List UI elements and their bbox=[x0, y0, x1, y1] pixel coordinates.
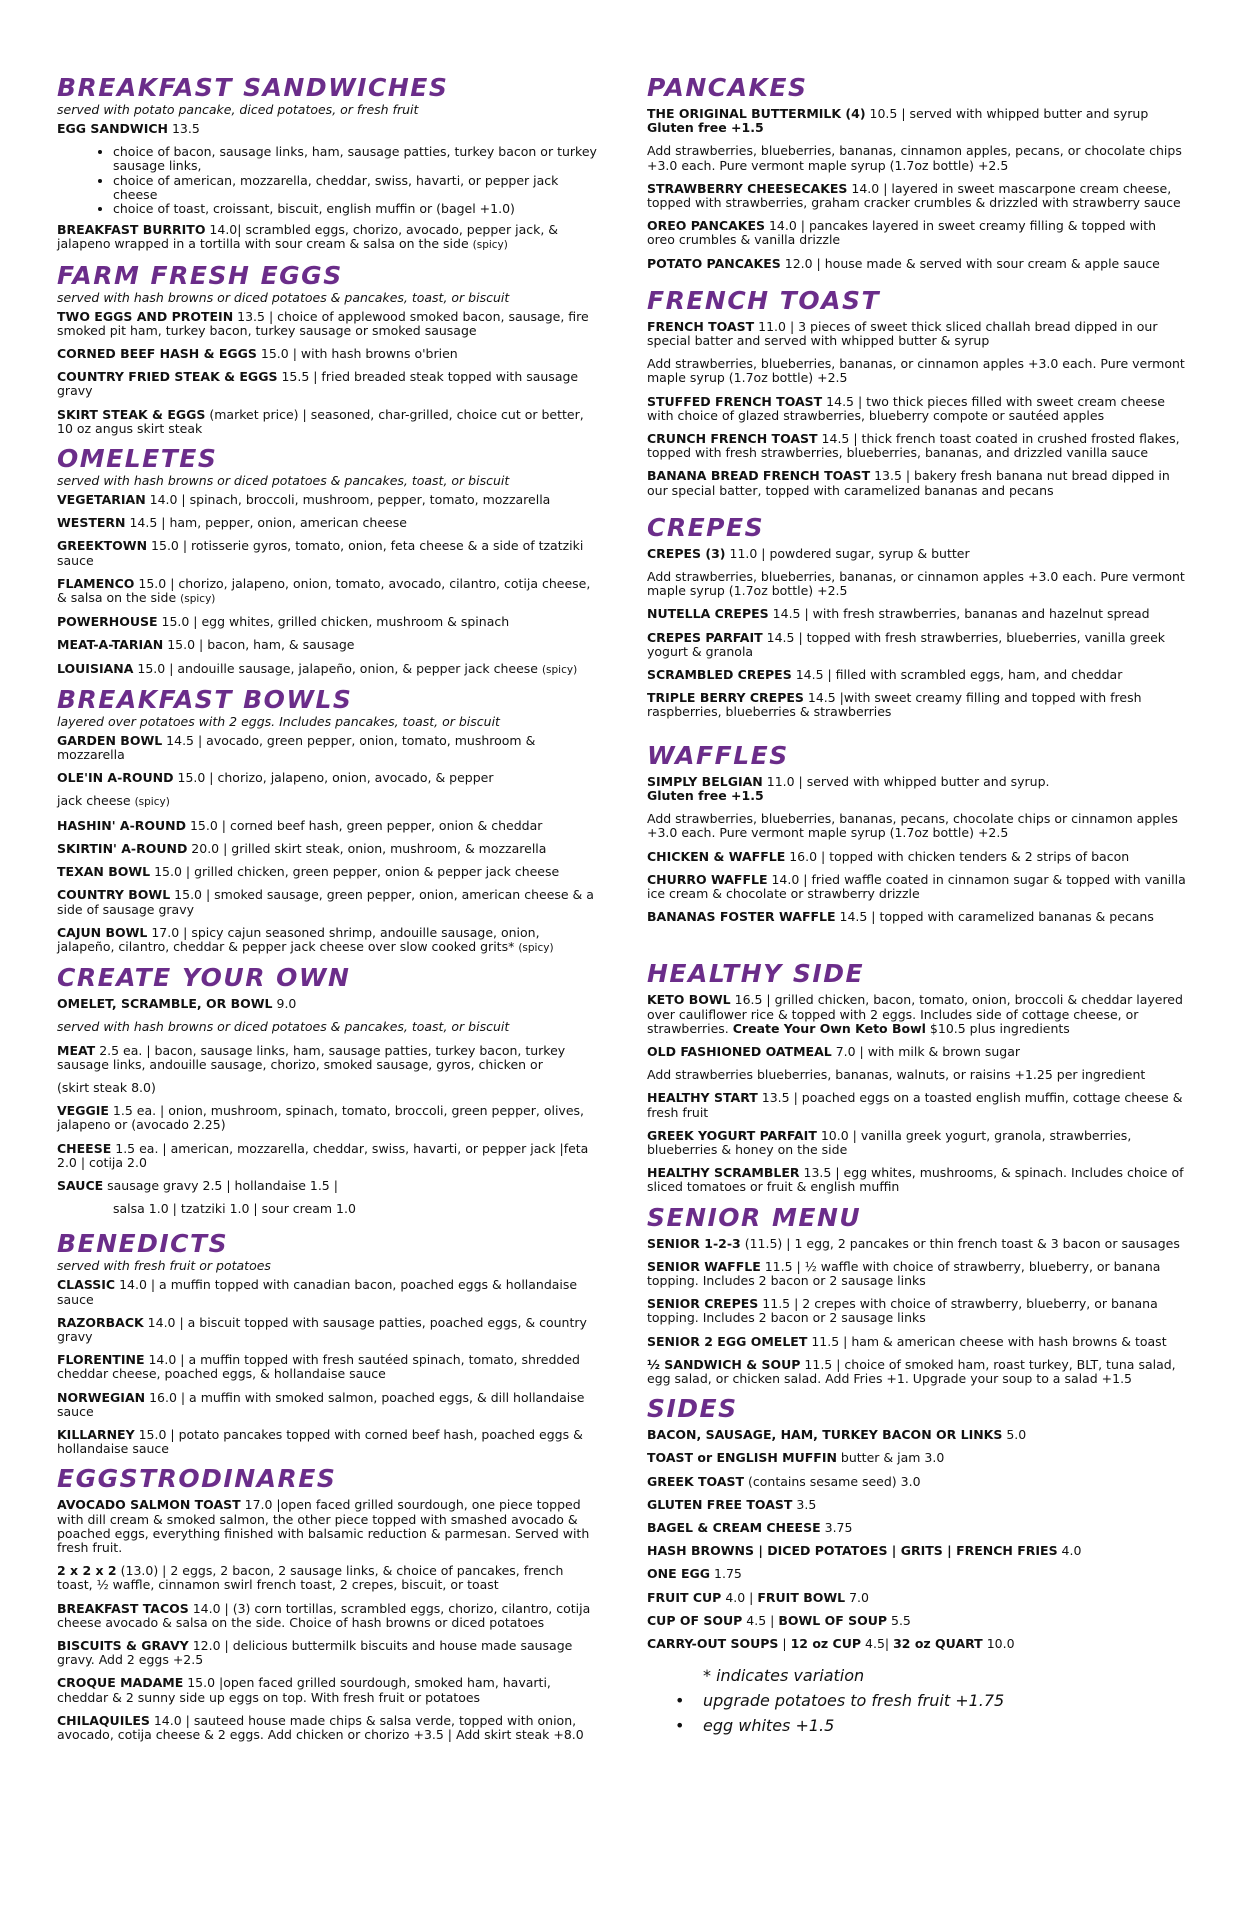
menu-item bbox=[57, 819, 597, 833]
item-name: COUNTRY BOWL bbox=[57, 887, 171, 903]
menu-item bbox=[647, 1567, 1187, 1581]
section-subtitle: served with potato pancake, diced potatoes, or fresh fruit bbox=[57, 102, 419, 117]
section-pancakes bbox=[647, 74, 1187, 271]
menu-item bbox=[57, 734, 597, 762]
item-name-2: FRUIT BOWL bbox=[757, 1589, 846, 1605]
item-desc: Add strawberries, blueberries, bananas, cinnamon apples, pecans, or chocolate chips +3.0 each. Pure vermont maple syrup (1.7oz bottle) +2.5 bbox=[647, 143, 1182, 173]
left-column bbox=[57, 74, 597, 1751]
section-sides bbox=[647, 1395, 1187, 1651]
item-desc: 5.0 bbox=[1002, 1427, 1027, 1443]
menu-item bbox=[57, 1142, 597, 1170]
item-desc: 11.0 | powdered sugar, syrup & butter bbox=[725, 545, 970, 561]
item-name: SIMPLY BELGIAN bbox=[647, 773, 763, 789]
option-list bbox=[57, 145, 597, 216]
spicy-tag: (spicy) bbox=[518, 941, 554, 954]
section-breakfast-sandwiches bbox=[57, 74, 597, 253]
item-name: CLASSIC bbox=[57, 1277, 116, 1293]
section-senior-menu bbox=[647, 1204, 1187, 1387]
right-column bbox=[647, 74, 1187, 1738]
menu-item bbox=[647, 1637, 1187, 1651]
item-name-2: BOWL OF SOUP bbox=[778, 1612, 888, 1628]
item-name: CARRY-OUT SOUPS bbox=[647, 1636, 779, 1651]
item-desc: 4.0 bbox=[1057, 1543, 1082, 1559]
item-desc: 13.5 | poached eggs on a toasted english muffin, cottage cheese & fresh fruit bbox=[647, 1090, 1183, 1120]
menu-item bbox=[647, 432, 1187, 460]
item-name: OLD FASHIONED OATMEAL bbox=[647, 1043, 832, 1059]
section-eggstrodinares bbox=[57, 1465, 597, 1742]
section-crepes bbox=[647, 514, 1187, 720]
item-desc: 10.0 | vanilla greek yogurt, granola, strawberries, blueberries & honey on the side bbox=[647, 1127, 1132, 1157]
item-desc-3: 10.0 bbox=[982, 1636, 1015, 1651]
item-name: 2 x 2 x 2 bbox=[57, 1563, 117, 1579]
item-desc-2: $10.5 plus ingredients bbox=[925, 1020, 1070, 1036]
menu-item bbox=[57, 888, 597, 916]
item-desc: 4.5 | bbox=[742, 1612, 779, 1628]
item-desc: 15.0 | chorizo, jalapeno, onion, avocado, & pepper bbox=[173, 770, 494, 786]
item-name: SENIOR WAFFLE bbox=[647, 1258, 761, 1274]
item-desc: 14.0 | a biscuit topped with sausage patties, poached eggs, & country gravy bbox=[57, 1314, 587, 1344]
item-desc: 14.5 | two thick pieces filled with sweet cream cheese with choice of glazed strawberries, blueberry compote or sautéed apples bbox=[647, 393, 1165, 423]
menu-item bbox=[647, 357, 1187, 385]
item-desc: (contains sesame seed) 3.0 bbox=[744, 1473, 921, 1489]
item-name: CREPES (3) bbox=[647, 545, 726, 561]
item-desc: 1.5 ea. | onion, mushroom, spinach, tomato, broccoli, green pepper, olives, jalapeno or (avocado 2.25) bbox=[57, 1103, 584, 1133]
menu-item bbox=[647, 775, 1187, 803]
menu-item bbox=[647, 257, 1187, 271]
item-desc-2: 4.5| bbox=[861, 1636, 894, 1651]
item-name: COUNTRY FRIED STEAK & EGGS bbox=[57, 369, 278, 385]
item-desc: Add strawberries blueberries, bananas, walnuts, or raisins +1.25 per ingredient bbox=[647, 1067, 1146, 1083]
menu-item bbox=[57, 1498, 597, 1555]
item-name: NORWEGIAN bbox=[57, 1389, 146, 1405]
menu-item bbox=[57, 1353, 597, 1381]
item-name: WESTERN bbox=[57, 515, 126, 531]
item-name: POTATO PANCAKES bbox=[647, 255, 781, 271]
menu-item bbox=[57, 1044, 597, 1072]
item-desc: 13.5 | bakery fresh banana nut bread dipped in our special batter, topped with caramelized bananas and pecans bbox=[647, 468, 1170, 498]
section-title: SIDES bbox=[647, 1394, 738, 1424]
item-desc: 15.0 | corned beef hash, green pepper, onion & cheddar bbox=[186, 817, 543, 833]
menu-item bbox=[647, 1521, 1187, 1535]
option-item: • choice of american, mozzarella, cheddar, swiss, havarti, or pepper jack cheese bbox=[113, 174, 597, 202]
item-desc: Add strawberries, blueberries, bananas, pecans, chocolate chips or cinnamon apples +3.0 each. Pure vermont maple syrup (1.7oz bottle) +2.5 bbox=[647, 811, 1178, 841]
menu-item bbox=[57, 539, 597, 567]
menu-item bbox=[647, 1166, 1187, 1194]
menu-item bbox=[647, 1475, 1187, 1489]
item-name: TEXAN BOWL bbox=[57, 864, 151, 880]
menu-item bbox=[647, 993, 1187, 1036]
menu-item bbox=[57, 865, 597, 879]
item-desc: butter & jam 3.0 bbox=[836, 1450, 945, 1466]
item-desc: jack cheese bbox=[57, 793, 135, 809]
item-name: LOUISIANA bbox=[57, 660, 134, 676]
item-name: OLE'IN A-ROUND bbox=[57, 770, 174, 786]
item-desc: 15.0 | chorizo, jalapeno, onion, tomato, avocado, cilantro, cotija cheese, & salsa on the side bbox=[57, 575, 591, 606]
item-name: TRIPLE BERRY CREPES bbox=[647, 690, 804, 706]
item-desc: 15.0 | egg whites, grilled chicken, mushroom & spinach bbox=[157, 614, 510, 630]
menu-item bbox=[647, 1428, 1187, 1442]
item-name: GREEK TOAST bbox=[647, 1473, 745, 1489]
menu-item bbox=[647, 395, 1187, 423]
spicy-tag: (spicy) bbox=[134, 796, 170, 809]
section-title: BENEDICTS bbox=[57, 1229, 229, 1259]
item-desc: 15.0 | smoked sausage, green pepper, onion, american cheese & a side of sausage gravy bbox=[57, 887, 594, 917]
item-name: CROQUE MADAME bbox=[57, 1675, 184, 1691]
item-desc: 14.5 | with fresh strawberries, bananas and hazelnut spread bbox=[768, 606, 1150, 622]
item-desc: 14.0 | (3) corn tortillas, scrambled eggs, chorizo, cilantro, cotija cheese avocado & salsa on the side. Choice of hash browns or diced potatoes bbox=[57, 1600, 591, 1630]
item-name: STRAWBERRY CHEESECAKES bbox=[647, 180, 848, 196]
item-name: RAZORBACK bbox=[57, 1314, 144, 1330]
item-desc: 15.0 | grilled chicken, green pepper, onion & pepper jack cheese bbox=[150, 864, 560, 880]
menu-item bbox=[57, 577, 597, 606]
menu-item bbox=[57, 771, 597, 785]
item-desc: 14.0 | sauteed house made chips & salsa verde, topped with onion, avocado, cotija cheese & 2 eggs. Add chicken or chorizo +3.5 | Add skirt steak +8.0 bbox=[57, 1712, 584, 1743]
section-farm-fresh-eggs bbox=[57, 262, 597, 436]
item-name: CREPES PARFAIT bbox=[647, 629, 763, 645]
menu-item bbox=[57, 370, 597, 398]
item-desc: 14.0 | fried waffle coated in cinnamon sugar & topped with vanilla ice cream & chocolate or strawberry drizzle bbox=[647, 871, 1186, 901]
item-desc: 17.0 | spicy cajun seasoned shrimp, andouille sausage, onion, jalapeño, cilantro, cheddar & pepper jack cheese over slow cooked grits* bbox=[57, 924, 540, 954]
menu-item bbox=[57, 122, 597, 136]
item-name: CORNED BEEF HASH & EGGS bbox=[57, 346, 257, 362]
item-name: GARDEN BOWL bbox=[57, 732, 163, 748]
item-desc: 14.5 |with sweet creamy filling and topped with fresh raspberries, blueberries & strawberries bbox=[647, 690, 1142, 720]
menu-item bbox=[57, 1081, 597, 1095]
footnote: * indicates variation bbox=[703, 1666, 865, 1686]
item-name: NUTELLA CREPES bbox=[647, 606, 769, 622]
item-desc: 3.5 bbox=[792, 1496, 817, 1512]
section-subtitle: served with hash browns or diced potatoes & pancakes, toast, or biscuit bbox=[57, 289, 510, 305]
item-desc: 10.5 | served with whipped butter and syrup bbox=[865, 106, 1149, 121]
item-desc: (11.5) | 1 egg, 2 pancakes or thin french toast & 3 bacon or sausages bbox=[740, 1235, 1180, 1251]
menu-item bbox=[57, 1202, 597, 1216]
item-desc: 12.0 | house made & served with sour cream & apple sauce bbox=[780, 255, 1160, 271]
section-create-your-own bbox=[57, 964, 597, 1216]
item-desc: 17.0 |open faced grilled sourdough, one piece topped with dill cream & smoked salmon, the other piece topped with smashed avocado & poached eggs, everything finished with balsamic reduction & parmesan. Served with fresh fruit. bbox=[57, 1497, 590, 1555]
item-desc: (skirt steak 8.0) bbox=[57, 1079, 156, 1095]
item-desc: 14.5 | topped with fresh strawberries, blueberries, vanilla greek yogurt & granola bbox=[647, 629, 1166, 659]
item-desc: Add strawberries, blueberries, bananas, or cinnamon apples +3.0 each. Pure vermont maple syrup (1.7oz bottle) +2.5 bbox=[647, 356, 1185, 386]
section-title: OMELETES bbox=[57, 444, 218, 474]
item-desc: 14.0 | spinach, broccoli, mushroom, pepper, tomato, mozzarella bbox=[145, 492, 551, 508]
spicy-tag: (spicy) bbox=[472, 239, 508, 252]
menu-item bbox=[57, 662, 597, 677]
item-desc: 15.0 |open faced grilled sourdough, smoked ham, havarti, cheddar & 2 sunny side up eggs on top. With fresh fruit or potatoes bbox=[57, 1675, 551, 1705]
footnote: • upgrade potatoes to fresh fruit +1.75 bbox=[675, 1688, 1187, 1713]
item-name: SKIRTIN' A-ROUND bbox=[57, 840, 188, 856]
menu-item bbox=[57, 638, 597, 652]
item-desc: salsa 1.0 | tzatziki 1.0 | sour cream 1.0 bbox=[113, 1201, 356, 1217]
section-title: EGGSTRODINARES bbox=[57, 1464, 337, 1494]
item-name: CAJUN BOWL bbox=[57, 924, 148, 940]
item-name: THE ORIGINAL BUTTERMILK (4) bbox=[647, 106, 866, 121]
section-title: BREAKFAST BOWLS bbox=[57, 684, 353, 714]
item-name: SAUCE bbox=[57, 1177, 104, 1193]
item-name: KILLARNEY bbox=[57, 1426, 135, 1442]
item-desc: 14.5 | thick french toast coated in crushed frosted flakes, topped with fresh strawberries, blueberries, bananas, and drizzled vanilla sauce bbox=[647, 431, 1180, 461]
footnote: • egg whites +1.5 bbox=[675, 1713, 1187, 1738]
item-desc: 14.0 | a muffin topped with canadian bacon, poached eggs & hollandaise sauce bbox=[57, 1277, 578, 1307]
menu-item bbox=[647, 1045, 1187, 1059]
item-name: VEGGIE bbox=[57, 1103, 109, 1119]
item-name: BANANAS FOSTER WAFFLE bbox=[647, 909, 836, 925]
item-desc: 13.5 | choice of applewood smoked bacon, sausage, fire smoked pit ham, turkey bacon, turkey sausage or smoked sausage bbox=[57, 308, 589, 338]
menu-item bbox=[647, 1068, 1187, 1082]
item-desc: 11.0 | 3 pieces of sweet thick sliced challah bread dipped in our special batter and served with whipped butter & syrup bbox=[647, 318, 1158, 349]
item-name: OREO PANCAKES bbox=[647, 218, 765, 234]
item-desc: 13.5 | egg whites, mushrooms, & spinach. Includes choice of sliced tomatoes or fruit & english muffin bbox=[647, 1165, 1184, 1195]
item-name: HEALTHY SCRAMBLER bbox=[647, 1165, 800, 1181]
item-name: CHEESE bbox=[57, 1140, 112, 1156]
item-desc: 20.0 | grilled skirt steak, onion, mushroom, & mozzarella bbox=[187, 840, 547, 856]
item-name: BAGEL & CREAM CHEESE bbox=[647, 1519, 821, 1535]
section-waffles bbox=[647, 742, 1187, 925]
item-name: MEAT-A-TARIAN bbox=[57, 637, 164, 653]
item-desc: 14.0| scrambled eggs, chorizo, avocado, pepper jack, & jalapeno wrapped in a tortilla with sour cream & salsa on the side bbox=[57, 222, 559, 252]
item-desc: | bbox=[778, 1636, 791, 1651]
menu-item bbox=[57, 1316, 597, 1344]
menu-item bbox=[647, 469, 1187, 497]
section-title: CREATE YOUR OWN bbox=[57, 963, 351, 993]
item-desc: 15.0 | with hash browns o'brien bbox=[256, 346, 458, 362]
gluten-free-note: Gluten free +1.5 bbox=[647, 120, 764, 136]
menu-item bbox=[57, 516, 597, 530]
section-title: PANCAKES bbox=[647, 73, 808, 102]
menu-item bbox=[647, 1544, 1187, 1558]
item-name: FRENCH TOAST bbox=[647, 318, 755, 334]
item-desc: 15.5 | fried breaded steak topped with sausage gravy bbox=[57, 369, 579, 399]
menu-item bbox=[647, 1297, 1187, 1325]
footnotes bbox=[647, 1663, 1187, 1738]
section-benedicts bbox=[57, 1230, 597, 1456]
item-desc: 12.0 | delicious buttermilk biscuits and house made sausage gravy. Add 2 eggs +2.5 bbox=[57, 1638, 573, 1668]
item-name: GREEKTOWN bbox=[57, 538, 148, 554]
menu-item bbox=[57, 926, 597, 955]
menu-item bbox=[647, 631, 1187, 659]
option-item: • choice of bacon, sausage links, ham, sausage patties, turkey bacon or turkey sausage links, bbox=[113, 145, 597, 173]
item-name: BACON, SAUSAGE, HAM, TURKEY BACON OR LINKS bbox=[647, 1427, 1003, 1443]
section-title: HEALTHY SIDE bbox=[647, 959, 865, 989]
item-name: CHURRO WAFFLE bbox=[647, 871, 768, 887]
menu-item bbox=[647, 1335, 1187, 1349]
item-name: BREAKFAST TACOS bbox=[57, 1600, 189, 1616]
item-name: HASHIN' A-ROUND bbox=[57, 817, 186, 833]
item-desc: 14.5 | filled with scrambled eggs, ham, and cheddar bbox=[791, 667, 1123, 683]
item-desc-2: 7.0 bbox=[845, 1589, 869, 1605]
menu-item bbox=[57, 347, 597, 361]
menu-item bbox=[57, 1639, 597, 1667]
menu-item bbox=[57, 1676, 597, 1704]
menu-item bbox=[57, 408, 597, 436]
item-desc: 16.5 | grilled chicken, bacon, tomato, onion, broccoli & cheddar layered over cauliflower rice & topped with 2 eggs. Includes side of cottage cheese, or strawberries. bbox=[647, 992, 1183, 1036]
item-desc: 14.5 | topped with caramelized bananas & pecans bbox=[835, 909, 1154, 925]
item-desc: Add strawberries, blueberries, bananas, or cinnamon apples +3.0 each. Pure vermont maple syrup (1.7oz bottle) +2.5 bbox=[647, 569, 1185, 599]
item-name: GLUTEN FREE TOAST bbox=[647, 1496, 793, 1512]
menu-item bbox=[647, 182, 1187, 210]
item-desc: 14.0 | layered in sweet mascarpone cream cheese, topped with strawberries, graham cracker crumbles & drizzled with strawberry sauce bbox=[647, 180, 1181, 211]
menu-item bbox=[57, 1714, 597, 1742]
item-name: ½ SANDWICH & SOUP bbox=[647, 1356, 801, 1372]
menu-item bbox=[647, 1614, 1187, 1628]
item-desc-2: 5.5 bbox=[887, 1612, 911, 1628]
section-title: FARM FRESH EGGS bbox=[57, 260, 343, 290]
item-name: CRUNCH FRENCH TOAST bbox=[647, 431, 818, 447]
item-desc: 14.0 | a muffin topped with fresh sautéed spinach, tomato, shredded cheddar cheese, poached eggs, & hollandaise sauce bbox=[57, 1352, 580, 1382]
item-desc: 3.75 bbox=[820, 1519, 853, 1535]
item-desc: 11.5 | choice of smoked ham, roast turkey, BLT, tuna salad, egg salad, or chicken salad. Add Fries +1. Upgrade your soup to a salad +1.5 bbox=[647, 1356, 1176, 1386]
item-desc: 13.5 bbox=[168, 121, 200, 136]
item-desc: 14.5 | ham, pepper, onion, american cheese bbox=[125, 515, 407, 531]
item-desc: 15.0 | andouille sausage, jalapeño, onion, & pepper jack cheese bbox=[133, 660, 542, 676]
item-desc: 11.5 | ham & american cheese with hash browns & toast bbox=[807, 1333, 1167, 1349]
menu-item bbox=[647, 1451, 1187, 1465]
item-name: AVOCADO SALMON TOAST bbox=[57, 1497, 241, 1513]
item-name: ONE EGG bbox=[647, 1566, 711, 1582]
item-name: HASH BROWNS | DICED POTATOES | GRITS | FRENCH FRIES bbox=[647, 1543, 1058, 1559]
item-name: POWERHOUSE bbox=[57, 614, 158, 630]
menu-item bbox=[57, 1391, 597, 1419]
gluten-free-note: Gluten free +1.5 bbox=[647, 787, 764, 803]
menu-item bbox=[57, 310, 597, 338]
item-desc: sausage gravy 2.5 | hollandaise 1.5 | bbox=[103, 1177, 338, 1193]
menu-item bbox=[647, 570, 1187, 598]
item-desc: 14.0 | pancakes layered in sweet creamy filling & topped with oreo crumbles & vanilla drizzle bbox=[647, 218, 1157, 248]
menu-item bbox=[57, 615, 597, 629]
item-name: BREAKFAST BURRITO bbox=[57, 222, 206, 238]
item-desc: 15.0 | potato pancakes topped with corned beef hash, poached eggs & hollandaise sauce bbox=[57, 1426, 583, 1457]
item-name-2: 12 oz CUP bbox=[790, 1636, 862, 1651]
menu-item bbox=[57, 1278, 597, 1306]
menu-item bbox=[57, 1602, 597, 1630]
menu-item bbox=[57, 1564, 597, 1592]
menu-item bbox=[647, 219, 1187, 247]
item-name: OMELET, SCRAMBLE, OR BOWL bbox=[57, 996, 273, 1012]
menu-item bbox=[647, 1358, 1187, 1386]
menu-item bbox=[57, 842, 597, 856]
item-desc: 14.5 | avocado, green pepper, onion, tomato, mushroom & mozzarella bbox=[57, 732, 536, 763]
item-name: STUFFED FRENCH TOAST bbox=[647, 393, 823, 409]
menu-item bbox=[647, 1237, 1187, 1251]
item-desc: 16.0 | topped with chicken tenders & 2 strips of bacon bbox=[785, 848, 1130, 864]
item-name: KETO BOWL bbox=[647, 992, 731, 1008]
menu-item bbox=[57, 493, 597, 507]
item-desc: 15.0 | rotisserie gyros, tomato, onion, feta cheese & a side of tzatziki sauce bbox=[57, 538, 584, 568]
item-desc: 1.75 bbox=[710, 1566, 742, 1582]
item-desc: 9.0 bbox=[272, 996, 297, 1012]
item-name: MEAT bbox=[57, 1042, 96, 1058]
item-name: GREEK YOGURT PARFAIT bbox=[647, 1127, 817, 1143]
item-name: FLORENTINE bbox=[57, 1352, 145, 1368]
item-desc: (13.0) | 2 eggs, 2 bacon, 2 sausage links, & choice of pancakes, french toast, ½ waffle, cinnamon swirl french toast, 2 crepes, biscuit, or toast bbox=[57, 1563, 564, 1593]
item-name: VEGETARIAN bbox=[57, 492, 146, 508]
section-omeletes bbox=[57, 445, 597, 677]
section-title: WAFFLES bbox=[647, 740, 789, 770]
menu-item bbox=[647, 668, 1187, 682]
item-desc: 2.5 ea. | bacon, sausage links, ham, sausage patties, turkey bacon, turkey sausage links, andouille sausage, chorizo, smoked sausage, gyros, chicken or bbox=[57, 1042, 566, 1072]
menu-item bbox=[647, 1591, 1187, 1605]
spicy-tag: (spicy) bbox=[180, 593, 216, 606]
item-name: BISCUITS & GRAVY bbox=[57, 1638, 189, 1653]
menu-item bbox=[647, 1129, 1187, 1157]
item-name: CHICKEN & WAFFLE bbox=[647, 848, 786, 864]
menu-item bbox=[647, 107, 1187, 135]
item-desc: 4.0 | bbox=[721, 1589, 758, 1605]
item-name: EGG SANDWICH bbox=[57, 121, 168, 136]
menu-item bbox=[647, 691, 1187, 719]
menu-item bbox=[57, 997, 597, 1011]
item-name-3: 32 oz QUART bbox=[893, 1636, 983, 1651]
item-name-2: Create Your Own Keto Bowl bbox=[732, 1020, 926, 1036]
item-desc: (market price) | seasoned, char-grilled, choice cut or better, 10 oz angus skirt steak bbox=[57, 406, 584, 436]
item-name: SENIOR 1-2-3 bbox=[647, 1235, 741, 1251]
section-subtitle: layered over potatoes with 2 eggs. Includes pancakes, toast, or biscuit bbox=[57, 713, 500, 729]
option-item: • choice of toast, croissant, biscuit, english muffin or (bagel +1.0) bbox=[113, 202, 597, 216]
menu-item bbox=[647, 320, 1187, 348]
item-desc: 15.0 | bacon, ham, & sausage bbox=[163, 637, 355, 653]
item-name: TOAST or ENGLISH MUFFIN bbox=[647, 1450, 837, 1466]
item-desc: 16.0 | a muffin with smoked salmon, poached eggs, & dill hollandaise sauce bbox=[57, 1389, 585, 1419]
menu-item bbox=[647, 910, 1187, 924]
section-subtitle: served with fresh fruit or potatoes bbox=[57, 1258, 271, 1274]
menu-item bbox=[647, 1260, 1187, 1288]
menu-item bbox=[647, 607, 1187, 621]
menu-item bbox=[57, 1179, 597, 1193]
menu-item bbox=[57, 794, 597, 809]
item-desc: 1.5 ea. | american, mozzarella, cheddar, swiss, havarti, or pepper jack |feta 2.0 | cotija 2.0 bbox=[57, 1140, 589, 1170]
menu-item bbox=[647, 850, 1187, 864]
menu-item bbox=[647, 1498, 1187, 1512]
section-title: CREPES bbox=[647, 512, 765, 542]
item-name: SCRAMBLED CREPES bbox=[647, 667, 792, 683]
spicy-tag: (spicy) bbox=[541, 663, 578, 676]
item-desc: 11.5 | ½ waffle with choice of strawberry, blueberry, or banana topping. Includes 2 bacon or 2 sausage links bbox=[647, 1258, 1161, 1288]
section-french-toast bbox=[647, 287, 1187, 498]
menu-item bbox=[647, 873, 1187, 901]
menu-item bbox=[647, 547, 1187, 561]
menu-item bbox=[57, 1104, 597, 1132]
menu-item bbox=[57, 223, 597, 252]
item-name: BANANA BREAD FRENCH TOAST bbox=[647, 468, 871, 484]
item-name: FLAMENCO bbox=[57, 575, 135, 591]
item-desc: 11.5 | 2 crepes with choice of strawberry, blueberry, or banana topping. Includes 2 bacon or 2 sausage links bbox=[647, 1296, 1158, 1326]
item-note: served with hash browns or diced potatoes & pancakes, toast, or biscuit bbox=[57, 1019, 510, 1035]
item-desc: 11.0 | served with whipped butter and syrup. bbox=[762, 773, 1050, 789]
menu-item bbox=[57, 1428, 597, 1456]
item-name: SENIOR 2 EGG OMELET bbox=[647, 1333, 808, 1349]
item-name: TWO EGGS AND PROTEIN bbox=[57, 308, 234, 324]
item-name: SENIOR CREPES bbox=[647, 1296, 759, 1312]
item-name: CHILAQUILES bbox=[57, 1712, 150, 1728]
menu-item bbox=[57, 1020, 597, 1034]
item-name: FRUIT CUP bbox=[647, 1589, 722, 1605]
item-name: CUP OF SOUP bbox=[647, 1612, 743, 1628]
section-healthy-side bbox=[647, 960, 1187, 1194]
section-subtitle: served with hash browns or diced potatoes & pancakes, toast, or biscuit bbox=[57, 473, 510, 489]
item-desc: 7.0 | with milk & brown sugar bbox=[831, 1043, 1021, 1059]
menu-item bbox=[647, 144, 1187, 172]
section-title: FRENCH TOAST bbox=[647, 285, 881, 315]
section-title: BREAKFAST SANDWICHES bbox=[57, 73, 449, 102]
menu-item bbox=[647, 812, 1187, 840]
item-name: HEALTHY START bbox=[647, 1090, 758, 1106]
item-name: SKIRT STEAK & EGGS bbox=[57, 406, 206, 422]
menu-item bbox=[647, 1091, 1187, 1119]
section-title: SENIOR MENU bbox=[647, 1202, 862, 1232]
section-breakfast-bowls bbox=[57, 686, 597, 955]
